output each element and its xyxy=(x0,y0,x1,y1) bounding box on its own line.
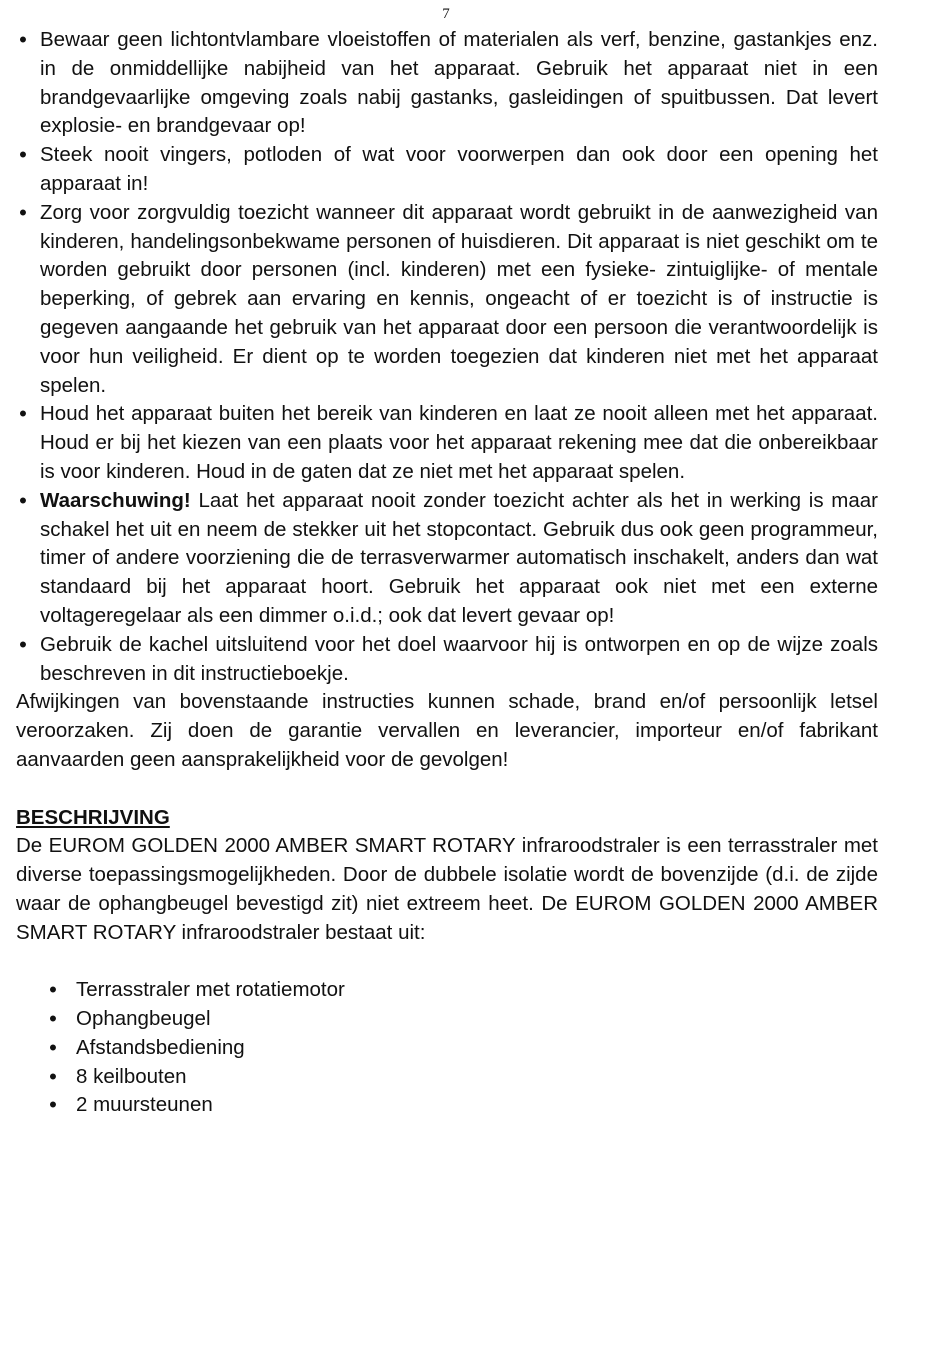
list-item-text: Steek nooit vingers, potloden of wat voor voorwerpen dan ook door een opening het apparaat in! xyxy=(40,143,878,195)
list-item xyxy=(16,400,878,486)
page-number: 7 xyxy=(442,6,450,22)
part-label: 8 keilbouten xyxy=(76,1064,187,1088)
part-label: 2 muursteunen xyxy=(76,1093,213,1117)
list-item xyxy=(16,141,878,199)
bullet-icon xyxy=(46,1034,60,1064)
bullet-icon xyxy=(16,487,30,517)
list-item-text: Bewaar geen lichtontvlambare vloeistoffen of materialen als verf, benzine, gastankjes enz. in de onmiddellijke nabijheid van het apparaat. Gebruik het apparaat niet in een brandgevaarlijke omgeving zoals nabij gastanks, gasleidingen of spuitbussen. Dat levert explosie- en brandgevaar op! xyxy=(40,28,878,138)
document-body xyxy=(16,26,878,1120)
list-item xyxy=(46,1034,878,1063)
list-item xyxy=(16,631,878,689)
list-item xyxy=(16,487,878,631)
bullet-icon xyxy=(16,400,30,430)
bullet-icon xyxy=(16,26,30,56)
list-item xyxy=(46,976,878,1005)
section-heading: BESCHRIJVING xyxy=(16,805,170,829)
part-label: Afstandsbediening xyxy=(76,1035,245,1059)
list-item-text: Gebruik de kachel uitsluitend voor het doel waarvoor hij is ontworpen en op de wijze zoals beschreven in dit instructieboekje. xyxy=(40,632,878,685)
bullet-icon xyxy=(46,1063,60,1093)
part-label: Ophangbeugel xyxy=(76,1007,211,1031)
bullet-icon xyxy=(46,976,60,1006)
list-item xyxy=(46,1063,878,1092)
list-item-text: Laat het apparaat nooit zonder toezicht achter als het in werking is maar schakel het uit en neem de stekker uit het stopcontact. Gebruik dus ook geen programmeur, timer of andere voorziening die de terrasverwarmer automatisch inschakelt, anders dan wat standaard bij het apparaat hoort. Gebruik het apparaat ook niet met een externe voltageregelaar als een dimmer o.i.d.; ook dat levert gevaar op! xyxy=(40,488,878,627)
list-item xyxy=(46,1091,878,1120)
part-label: Terrasstraler met rotatiemotor xyxy=(76,978,345,1002)
bullet-icon xyxy=(16,141,30,171)
bullet-icon xyxy=(46,1005,60,1035)
spacer xyxy=(16,948,878,977)
list-item xyxy=(16,26,878,141)
list-item xyxy=(16,199,878,401)
safety-instructions-list xyxy=(16,26,878,688)
bullet-icon xyxy=(16,199,30,229)
bullet-icon xyxy=(46,1091,60,1121)
spacer xyxy=(16,775,878,804)
warning-lead: Waarschuwing! xyxy=(40,488,191,512)
disclaimer-paragraph: Afwijkingen van bovenstaande instructies kunnen schade, brand en/of persoonlijk letsel veroorzaken. Zij doen de garantie vervallen en leverancier, importeur en/of fabrikant aanvaarden geen aansprakelijkheid voor de gevolgen! xyxy=(16,690,878,771)
description-paragraph: De EUROM GOLDEN 2000 AMBER SMART ROTARY infraroodstraler is een terrasstraler met diverse toepassingsmogelijkheden. Door de dubbele isolatie wordt de bovenzijde (d.i. de zijde waar de ophangbeugel bevestigd zit) niet extreem heet. De EUROM GOLDEN 2000 AMBER SMART ROTARY infraroodstraler bestaat uit: xyxy=(16,834,878,944)
parts-list xyxy=(16,976,878,1120)
bullet-icon xyxy=(16,631,30,661)
list-item xyxy=(46,1005,878,1034)
list-item-text: Houd het apparaat buiten het bereik van kinderen en laat ze nooit alleen met het apparaat. Houd er bij het kiezen van een plaats voor het apparaat rekening mee dat die onbereikbaar is voor kinderen. Houd in de gaten dat ze niet met het apparaat spelen. xyxy=(40,402,878,483)
list-item-text: Zorg voor zorgvuldig toezicht wanneer dit apparaat wordt gebruikt in de aanwezigheid van kinderen, handelingsonbekwame personen of huisdieren. Dit apparaat is niet geschikt om te worden gebruikt door personen (incl. kinderen) met een fysieke- zintuiglijke- of mentale beperking, of gebrek aan ervaring en kennis, ongeacht of er toezicht is of instructie is gegeven aangaande het gebruik van het apparaat door een persoon die verantwoordelijk is voor hun veiligheid. Er dient op te worden toegezien dat kinderen niet met het apparaat spelen. xyxy=(40,200,878,397)
